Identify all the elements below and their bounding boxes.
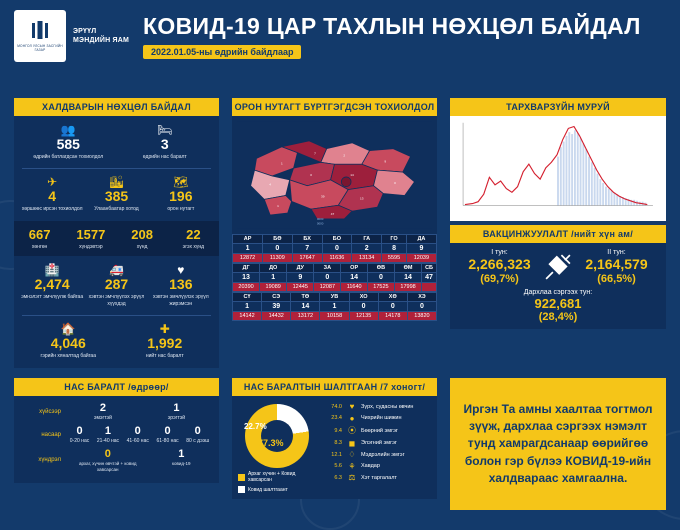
province-code: АР bbox=[233, 235, 263, 244]
cause-pct: 12.1 bbox=[331, 451, 342, 458]
province-new: 14 bbox=[341, 273, 367, 283]
table-row-codes bbox=[233, 264, 437, 273]
stat-value: 2,474 bbox=[34, 276, 70, 293]
stat-mild bbox=[14, 227, 65, 251]
death-sublabel: эрэгтэй bbox=[167, 415, 186, 421]
stat-total-deaths bbox=[117, 323, 214, 360]
province-code: БО bbox=[322, 235, 351, 244]
stat-label: орон нутагт bbox=[167, 205, 195, 212]
svg-text:2: 2 bbox=[343, 153, 346, 158]
province-new: 39 bbox=[262, 302, 291, 312]
booster-value: 922,681 bbox=[534, 295, 582, 311]
province-total: 13820 bbox=[407, 312, 436, 321]
province-code: СБ bbox=[422, 264, 437, 273]
province-new: 0 bbox=[322, 244, 351, 254]
stat-value: 385 bbox=[104, 187, 129, 204]
death-count: 0 bbox=[104, 448, 111, 460]
death-cell bbox=[70, 425, 89, 444]
svg-text:39: 39 bbox=[321, 194, 325, 199]
cause-label: Бөөрний эмгэг bbox=[361, 427, 398, 434]
province-new: 0 bbox=[314, 273, 341, 283]
legend-item bbox=[238, 486, 316, 493]
province-total: 14432 bbox=[262, 312, 291, 321]
province-total: 10158 bbox=[320, 312, 349, 321]
province-new: 9 bbox=[287, 273, 314, 283]
kidney-icon: ⦿ bbox=[348, 426, 356, 435]
province-code: ДО bbox=[260, 264, 287, 273]
vaccine-dose1 bbox=[458, 249, 541, 285]
severity-row bbox=[14, 221, 219, 257]
death-cell bbox=[127, 425, 149, 444]
province-new: 0 bbox=[378, 302, 407, 312]
province-table-3 bbox=[232, 292, 437, 321]
province-new: 13 bbox=[233, 273, 260, 283]
stat-label: эмнэлэгт эмчлүүлж байгаа bbox=[21, 294, 84, 301]
deaths-by-sex bbox=[20, 402, 213, 421]
ambulance-icon: 🚑 bbox=[109, 263, 124, 278]
province-new: 47 bbox=[422, 273, 437, 283]
row-label: хүйсээр bbox=[39, 408, 61, 415]
page-date: 2022.01.05-ны өдрийн байдлаар bbox=[143, 45, 301, 59]
death-sublabel: ковид-19 bbox=[171, 461, 191, 466]
cause-item bbox=[320, 414, 431, 423]
vaccination-title: ВАКЦИНЖУУЛАЛТ /нийт хүн ам/ bbox=[450, 225, 666, 243]
legend-item bbox=[238, 471, 316, 483]
dose2-label: II тун: bbox=[607, 249, 626, 256]
stat-value: 136 bbox=[169, 276, 193, 293]
province-new: 0 bbox=[407, 302, 436, 312]
stat-label: нийт нас баралт bbox=[145, 352, 184, 359]
booster-pct: (28,4%) bbox=[538, 310, 578, 323]
page-header bbox=[0, 0, 680, 66]
province-new: 1 bbox=[260, 273, 287, 283]
cause-label: Мэдрэлийн эмгэг bbox=[361, 451, 405, 458]
death-sublabel: 80 с дээш bbox=[186, 438, 210, 444]
svg-text:0000: 0000 bbox=[316, 216, 324, 221]
situation-row-5 bbox=[20, 323, 213, 360]
ministry-name-line1: ЭРҮҮЛ bbox=[73, 27, 97, 35]
ministry-logo bbox=[14, 10, 66, 62]
stat-label: хэвтэн эмчлүүлэх эрүүл жирэмсэн bbox=[152, 294, 209, 307]
province-total: 14142 bbox=[233, 312, 262, 321]
stat-imported bbox=[20, 176, 84, 213]
province-new: 14 bbox=[291, 302, 320, 312]
death-count: 0 bbox=[194, 425, 201, 437]
stat-provinces bbox=[149, 176, 213, 213]
dose1-pct: (69,7%) bbox=[480, 272, 519, 285]
situation-row-1 bbox=[20, 124, 213, 161]
cause-label: Хэт таргалалт bbox=[361, 474, 397, 481]
stat-value: 3 bbox=[160, 136, 169, 152]
dose1-label: I тун: bbox=[491, 249, 508, 256]
province-total: 12445 bbox=[287, 283, 314, 292]
stat-ulaanbaatar bbox=[84, 176, 148, 213]
cause-pct: 6.3 bbox=[334, 474, 342, 481]
syringe-icon bbox=[541, 250, 575, 284]
province-table-2 bbox=[232, 263, 437, 292]
epi-curve-title: ТАРХВАРЗҮЙН МУРУЙ bbox=[450, 98, 666, 116]
province-total: 17998 bbox=[394, 283, 421, 292]
province-code: ДГ bbox=[233, 264, 260, 273]
stat-label: хүндэвтэр bbox=[79, 243, 103, 250]
stat-value: 667 bbox=[28, 226, 51, 242]
cause-label: Хавдар bbox=[361, 463, 380, 469]
province-total bbox=[422, 283, 437, 292]
stat-pregnant bbox=[149, 264, 213, 308]
death-sublabel: архаг, хүчин өвчтэй + ковид хавсарсан bbox=[79, 461, 137, 472]
stat-label: өдрийн нас баралт bbox=[142, 154, 187, 160]
donut-ring bbox=[245, 404, 309, 468]
mongolia-map bbox=[237, 121, 432, 229]
svg-text:13: 13 bbox=[360, 196, 364, 201]
stat-label: гэрийн хяналтад байгаа bbox=[40, 352, 96, 359]
province-code: ТӨ bbox=[291, 293, 320, 302]
death-count: 0 bbox=[76, 425, 83, 437]
province-total: 12087 bbox=[314, 283, 341, 292]
province-total: 17647 bbox=[292, 254, 322, 263]
svg-text:1: 1 bbox=[280, 161, 283, 166]
province-total: 13134 bbox=[352, 254, 382, 263]
soyombo-icon bbox=[30, 20, 50, 42]
province-code: ХӨ bbox=[378, 293, 407, 302]
deaths-by-age bbox=[20, 425, 213, 444]
death-cell bbox=[68, 448, 148, 473]
cause-item bbox=[320, 462, 431, 471]
dose2-value: 2,164,579 bbox=[585, 256, 648, 272]
death-count: 1 bbox=[178, 448, 185, 460]
province-code: ГА bbox=[352, 235, 382, 244]
stat-label: Улаанбаатар хотод bbox=[94, 205, 139, 212]
page-title: КОВИД-19 ЦАР ТАХЛЫН НӨХЦӨЛ БАЙДАЛ bbox=[143, 12, 641, 39]
nerve-icon: ♢ bbox=[348, 450, 356, 459]
province-code: УВ bbox=[320, 293, 349, 302]
stat-value: 4,046 bbox=[50, 334, 86, 351]
death-sublabel: 61-80 нас bbox=[156, 438, 179, 444]
province-code: БХ bbox=[292, 235, 322, 244]
death-cell bbox=[186, 425, 209, 444]
donut-white-pct: 22.7% bbox=[244, 422, 267, 431]
cause-pct: 9.4 bbox=[334, 427, 342, 434]
svg-text:0000: 0000 bbox=[316, 221, 324, 226]
province-code: ГО bbox=[382, 235, 407, 244]
weight-icon: ⚖ bbox=[348, 473, 356, 482]
stat-value: 1,992 bbox=[147, 334, 183, 351]
stat-value: 22 bbox=[186, 226, 201, 242]
svg-text:4: 4 bbox=[269, 182, 272, 187]
hospital-icon: 🏥 bbox=[44, 263, 60, 278]
province-code: ӨМ bbox=[394, 264, 421, 273]
province-total: 12135 bbox=[349, 312, 378, 321]
vaccine-dose2 bbox=[575, 249, 658, 285]
booster-label: Дархлаа сэргээх тун: bbox=[523, 288, 593, 296]
province-new: 1 bbox=[233, 244, 263, 254]
death-count: 0 bbox=[164, 425, 171, 437]
home-icon: 🏠 bbox=[60, 321, 76, 336]
cause-pct: 5.6 bbox=[334, 463, 342, 469]
death-cell bbox=[97, 425, 119, 444]
table-row-codes bbox=[233, 235, 437, 244]
death-sublabel: 21-40 нас bbox=[96, 438, 120, 444]
cause-label: Элэгний эмгэг bbox=[361, 440, 397, 446]
province-code: ДУ bbox=[287, 264, 314, 273]
province-new: 8 bbox=[382, 244, 407, 254]
situation-row-4 bbox=[20, 264, 213, 308]
province-total: 11309 bbox=[263, 254, 292, 263]
stat-value: 585 bbox=[56, 136, 80, 152]
province-code: ЗА bbox=[314, 264, 341, 273]
stat-daily-deaths bbox=[117, 124, 214, 161]
plane-icon: ✈ bbox=[47, 174, 58, 189]
death-sublabel: 41-60 нас bbox=[126, 438, 149, 444]
cause-pct: 74.0 bbox=[331, 403, 342, 410]
vaccine-booster bbox=[458, 289, 658, 323]
province-total: 11640 bbox=[341, 283, 367, 292]
svg-text:7: 7 bbox=[314, 151, 316, 156]
stat-value: 196 bbox=[169, 187, 193, 204]
table-row-new bbox=[233, 302, 437, 312]
provinces-panel bbox=[232, 98, 437, 321]
province-new: 2 bbox=[352, 244, 382, 254]
svg-text:0: 0 bbox=[310, 172, 312, 177]
province-total: 5595 bbox=[382, 254, 407, 263]
svg-text:9: 9 bbox=[384, 159, 387, 164]
death-cell bbox=[156, 425, 178, 444]
death-causes-panel bbox=[232, 378, 437, 499]
svg-text:47: 47 bbox=[330, 211, 335, 216]
table-row-new bbox=[233, 244, 437, 254]
vaccination-stats bbox=[450, 243, 666, 329]
province-new: 9 bbox=[406, 244, 436, 254]
table-row-codes bbox=[233, 293, 437, 302]
public-message-text: Иргэн Та амны хаалтаа тогтмол зүүж, дархлаа сэргээх нэмэлт тунд хамрагдсанаар өөрийгөө болон гэр бүлээ КОВИД-19-ийн халдвараас хамгаална. bbox=[450, 378, 666, 510]
province-new: 1 bbox=[233, 302, 262, 312]
stat-value: 287 bbox=[104, 276, 129, 293]
province-new: 0 bbox=[367, 273, 394, 283]
province-total: 19089 bbox=[260, 283, 287, 292]
death-causes-title: НАС БАРАЛТЫН ШАЛТГААН /7 хоногт/ bbox=[232, 378, 437, 396]
cause-item bbox=[320, 402, 431, 411]
dose1-value: 2,266,323 bbox=[468, 256, 531, 272]
stat-label: хөршөөс ирсэн тохиолдол bbox=[21, 205, 83, 212]
cause-pct: 23.4 bbox=[331, 415, 342, 421]
svg-text:14: 14 bbox=[350, 172, 354, 177]
cross-icon: ✚ bbox=[159, 321, 170, 336]
svg-text:0: 0 bbox=[394, 180, 396, 185]
stat-critical bbox=[168, 227, 219, 251]
death-cell bbox=[151, 448, 211, 473]
province-total: 14178 bbox=[378, 312, 407, 321]
province-total: 11636 bbox=[322, 254, 351, 263]
stat-label: хөнгөн bbox=[31, 243, 48, 250]
stat-daily-confirmed bbox=[20, 124, 117, 161]
dose2-pct: (66,5%) bbox=[597, 272, 636, 285]
row-label: хүндрэл bbox=[38, 457, 61, 464]
death-sublabel: эмэгтэй bbox=[93, 415, 112, 421]
provinces-panel-title: ОРОН НУТАГТ БҮРТГЭГДСЭН ТОХИОЛДОЛ bbox=[232, 98, 437, 116]
causes-donut-chart bbox=[238, 402, 316, 493]
situation-panel bbox=[14, 98, 219, 368]
table-row-total bbox=[233, 312, 437, 321]
virus-icon: ⚘ bbox=[348, 461, 356, 471]
legend-label: Ковид шалтгаант bbox=[248, 486, 288, 493]
stat-label: хэвтэн эмчлүүлэх эрүүл хүүхдэд bbox=[88, 294, 145, 307]
table-row-new bbox=[233, 273, 437, 283]
cause-item bbox=[320, 450, 431, 459]
province-total: 20390 bbox=[233, 283, 260, 292]
table-row-total bbox=[233, 254, 437, 263]
stat-children bbox=[84, 264, 148, 308]
people-icon: 👥 bbox=[60, 123, 76, 137]
row-label: насаар bbox=[41, 431, 61, 438]
death-count: 0 bbox=[134, 425, 141, 437]
cause-item bbox=[320, 439, 431, 448]
daily-deaths-panel bbox=[14, 378, 219, 483]
stat-home-care bbox=[20, 323, 117, 360]
ministry-name bbox=[73, 27, 129, 45]
province-code: ӨВ bbox=[367, 264, 394, 273]
situation-row-2 bbox=[20, 176, 213, 213]
epi-curve-panel bbox=[450, 98, 666, 329]
province-code: ДА bbox=[406, 235, 436, 244]
donut-yellow-pct: 77.3% bbox=[258, 438, 284, 448]
cause-label: Чихрийн шижин bbox=[361, 415, 402, 421]
cause-item bbox=[320, 473, 431, 482]
cause-label: Зүрх, судасны өвчин bbox=[361, 403, 414, 410]
cause-pct: 8.3 bbox=[334, 440, 342, 446]
epi-curve-chart bbox=[450, 116, 666, 221]
province-table-1 bbox=[232, 234, 437, 263]
death-sublabel: 0-20 нас bbox=[69, 438, 90, 444]
logo-caption: МОНГОЛ УЛСЫН ЗАСГИЙН ГАЗАР bbox=[17, 44, 63, 52]
province-new: 14 bbox=[394, 273, 421, 283]
situation-panel-title: ХАЛДВАРЫН НӨХЦӨЛ БАЙДАЛ bbox=[14, 98, 219, 116]
death-count: 1 bbox=[104, 425, 111, 437]
province-total: 12039 bbox=[406, 254, 436, 263]
stat-value: 1577 bbox=[76, 226, 106, 242]
city-icon: 🏙 bbox=[108, 174, 125, 189]
lungs-icon: ● bbox=[349, 413, 355, 423]
heart-icon: ♥ bbox=[177, 263, 185, 278]
map-icon: 🗺 bbox=[173, 174, 189, 189]
province-new: 7 bbox=[292, 244, 322, 254]
province-code: ОР bbox=[341, 264, 367, 273]
death-cell bbox=[94, 402, 112, 421]
heart-icon: ♥ bbox=[349, 402, 355, 411]
death-cell bbox=[168, 402, 185, 421]
death-count: 1 bbox=[173, 402, 180, 414]
epi-curve-svg bbox=[453, 119, 663, 213]
table-row-total bbox=[233, 283, 437, 292]
daily-deaths-title: НАС БАРАЛТ /өдрөөр/ bbox=[14, 378, 219, 396]
province-new: 1 bbox=[320, 302, 349, 312]
province-new: 0 bbox=[349, 302, 378, 312]
deaths-by-comorbidity bbox=[20, 448, 213, 473]
stat-severe bbox=[117, 227, 168, 251]
stat-value: 4 bbox=[48, 187, 57, 204]
province-total: 13172 bbox=[291, 312, 320, 321]
death-count: 2 bbox=[99, 402, 106, 414]
svg-text:1: 1 bbox=[277, 204, 279, 209]
province-new: 0 bbox=[263, 244, 292, 254]
legend-label: Архаг хүчин + Ковид хавсарсан bbox=[248, 471, 296, 483]
province-code: ХО bbox=[349, 293, 378, 302]
stat-value: 208 bbox=[131, 226, 153, 242]
causes-list bbox=[316, 402, 431, 493]
province-total: 12872 bbox=[233, 254, 263, 263]
stat-moderate bbox=[65, 227, 116, 251]
stat-hospitalized bbox=[20, 264, 84, 301]
province-total: 17525 bbox=[367, 283, 394, 292]
hospital-bed-icon: 🛏 bbox=[157, 123, 173, 137]
stat-label: эгэх хүнд bbox=[182, 243, 205, 250]
province-code: СЭ bbox=[262, 293, 291, 302]
ministry-name-line2: МЭНДИЙН ЯАМ bbox=[73, 37, 130, 44]
stat-label: хүнд bbox=[136, 243, 148, 250]
stat-label: өдрийн батлагдсан тохиолдол bbox=[33, 154, 104, 160]
liver-icon: ◼ bbox=[348, 438, 356, 448]
public-message-panel bbox=[450, 378, 666, 510]
cause-item bbox=[320, 425, 431, 436]
province-code: ХЭ bbox=[407, 293, 436, 302]
province-code: БӨ bbox=[263, 235, 292, 244]
province-code: СҮ bbox=[233, 293, 262, 302]
